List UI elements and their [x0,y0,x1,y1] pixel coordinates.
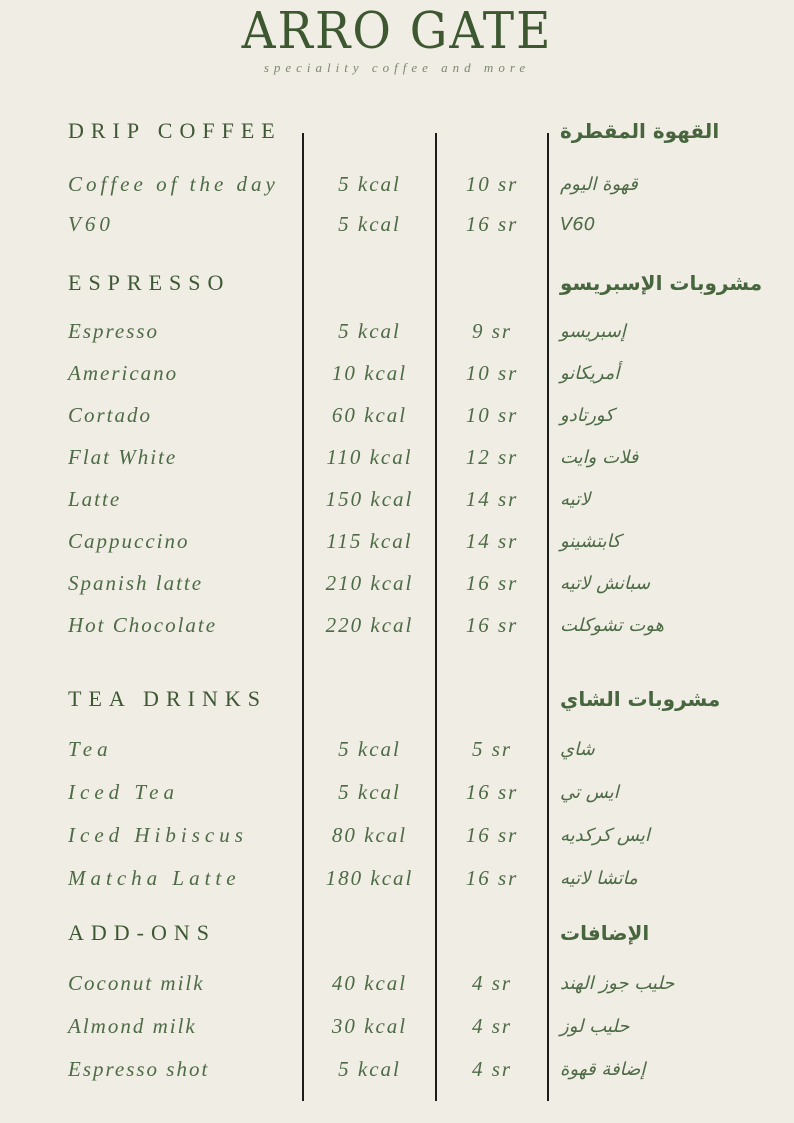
section-header [0,916,794,950]
item-name-en: V60 [68,211,114,236]
item-kcal: 180 kcal [325,866,414,890]
item-kcal: 150 kcal [325,486,414,511]
item-name-en: Cappuccino [68,528,190,553]
item-kcal: 5 kcal [338,780,401,804]
item-price: 16 sr [465,612,519,637]
item-name-en: Spanish latte [68,570,204,595]
item-name-ar: كابتشينو [560,530,621,552]
menu-item-row [0,604,794,646]
section-title-en: TEA DRINKS [68,686,267,711]
item-name-en: Flat White [68,444,178,469]
item-kcal: 10 kcal [331,360,408,385]
item-name-ar: هوت تشوكلت [560,614,665,636]
item-kcal: 5 kcal [338,737,401,761]
item-price: 10 sr [465,402,519,427]
section-title-en: ADD-ONS [68,920,216,945]
menu-item-row [0,352,794,394]
item-name-ar: V60 [560,213,596,235]
section-header [0,114,794,148]
item-kcal: 5 kcal [338,318,401,343]
menu-item-row [0,857,794,900]
item-price: 4 sr [471,971,513,995]
menu-item-row [0,962,794,1005]
item-kcal: 5 kcal [338,171,401,196]
item-name-ar: إضافة قهوة [560,1059,646,1080]
menu-item-row [0,478,794,520]
item-price: 16 sr [465,823,519,847]
item-name-ar: حليب لوز [560,1016,630,1037]
item-price: 4 sr [471,1014,513,1038]
item-name-ar: أمريكانو [560,362,620,384]
section-add-ons [0,916,794,1091]
item-name-ar: فلات وايت [560,446,639,468]
item-name-en: Espresso [68,318,160,343]
item-name-ar: كورتادو [560,404,614,426]
item-name-en: Cortado [68,402,153,427]
item-price: 10 sr [465,360,519,385]
section-title-en: ESPRESSO [68,270,231,295]
section-header [0,266,794,300]
brand-tagline: speciality coffee and more [263,59,531,75]
item-price: 16 sr [465,570,519,595]
item-price: 5 sr [471,737,513,761]
brand-logo: ARRO GATE [241,1,553,62]
item-price: 16 sr [465,866,519,890]
item-name-ar: ايس تي [560,782,619,803]
item-kcal: 5 kcal [338,1057,401,1081]
section-title-ar: مشروبات الإسبريسو [560,271,763,295]
menu-item-row [0,520,794,562]
item-kcal: 5 kcal [338,211,401,236]
item-name-en: Coconut milk [68,971,205,995]
item-name-en: Coffee of the day [68,171,279,196]
section-espresso [0,266,794,646]
item-kcal: 30 kcal [331,1014,408,1038]
item-kcal: 40 kcal [331,971,408,995]
item-price: 16 sr [465,780,519,804]
item-price: 14 sr [465,486,519,511]
item-price: 4 sr [471,1057,513,1081]
menu-item-row [0,394,794,436]
item-name-en: Tea [68,737,113,761]
menu-item-row [0,814,794,857]
item-name-en: Americano [68,360,179,385]
item-name-ar: ايس كركديه [560,825,650,846]
menu-item-row [0,164,794,204]
menu-item-row [0,1048,794,1091]
item-name-en: Hot Chocolate [68,612,218,637]
item-name-ar: سبانش لاتيه [560,572,651,594]
item-name-ar: قهوة اليوم [560,173,638,195]
brand-header [0,1,794,76]
item-kcal: 210 kcal [325,570,414,595]
item-name-en: Matcha Latte [68,866,241,890]
item-name-ar: ماتشا لاتيه [560,868,638,889]
section-header [0,682,794,716]
menu-item-row [0,771,794,814]
section-title-en: DRIP COFFEE [68,118,282,143]
item-name-ar: حليب جوز الهند [560,973,675,994]
item-name-en: Latte [68,486,122,511]
item-name-ar: لاتيه [560,488,591,510]
item-name-en: Iced Tea [68,780,179,804]
item-kcal: 80 kcal [331,823,408,847]
item-price: 12 sr [465,444,519,469]
item-name-en: Iced Hibiscus [68,823,248,847]
item-kcal: 110 kcal [326,444,413,469]
item-kcal: 220 kcal [325,612,414,637]
menu-item-row [0,1005,794,1048]
item-name-en: Almond milk [68,1014,197,1038]
item-price: 16 sr [465,211,519,236]
item-kcal: 60 kcal [331,402,408,427]
item-name-ar: إسبريسو [560,320,626,342]
section-title-ar: مشروبات الشاي [560,687,721,711]
section-drip-coffee [0,114,794,244]
item-price: 14 sr [465,528,519,553]
section-title-ar: القهوة المقطرة [560,119,720,143]
section-tea-drinks [0,682,794,900]
item-name-ar: شاي [560,739,595,760]
menu-item-row [0,310,794,352]
section-title-ar: الإضافات [560,921,650,945]
menu-item-row [0,436,794,478]
item-name-en: Espresso shot [68,1057,210,1081]
menu-item-row [0,728,794,771]
menu-item-row [0,562,794,604]
menu-item-row [0,204,794,244]
item-price: 9 sr [471,318,513,343]
item-kcal: 115 kcal [326,528,413,553]
item-price: 10 sr [465,171,519,196]
